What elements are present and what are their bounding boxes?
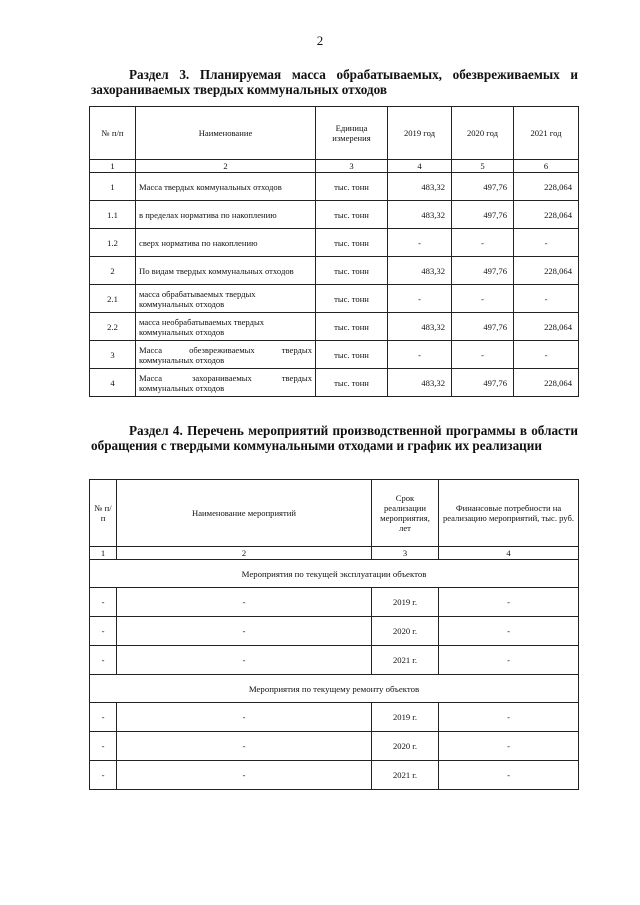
row-2019: 483,32 — [388, 257, 452, 285]
row-2019: 483,32 — [388, 173, 452, 201]
header-2020: 2020 год — [452, 107, 514, 160]
row-num: 3 — [90, 341, 136, 369]
section3-title — [91, 67, 578, 97]
row-2019: 483,32 — [388, 313, 452, 341]
row-name: - — [117, 732, 372, 761]
row-name: Масса захораниваемых твердых коммунальных отходов — [136, 369, 316, 397]
row-num: 1.1 — [90, 201, 136, 229]
group-label: Мероприятия по текущему ремонту объектов — [90, 675, 579, 703]
row-2019: - — [388, 341, 452, 369]
section3-header-row — [90, 107, 579, 160]
header-name: Наименование мероприятий — [117, 480, 372, 547]
column-number: 2 — [117, 547, 372, 560]
group-header-row — [90, 675, 579, 703]
column-number: 1 — [90, 160, 136, 173]
table-row — [90, 588, 579, 617]
row-num: - — [90, 646, 117, 675]
column-number: 4 — [388, 160, 452, 173]
table-row — [90, 617, 579, 646]
row-num: 1.2 — [90, 229, 136, 257]
row-term: 2019 г. — [372, 588, 439, 617]
row-finance: - — [439, 732, 579, 761]
row-2020: - — [452, 341, 514, 369]
column-number: 2 — [136, 160, 316, 173]
table-row — [90, 285, 579, 313]
row-2021: 228,064 — [514, 173, 579, 201]
table-row — [90, 257, 579, 285]
section4-title: Раздел 4. Перечень мероприятий производственной программы в области обращения с твердыми коммунальными отходами и график их реализации — [91, 423, 578, 453]
row-name: - — [117, 761, 372, 790]
row-2019: - — [388, 285, 452, 313]
row-2021: - — [514, 285, 579, 313]
row-2020: 497,76 — [452, 201, 514, 229]
row-name: Масса твердых коммунальных отходов — [136, 173, 316, 201]
row-2020: - — [452, 285, 514, 313]
row-2019: 483,32 — [388, 201, 452, 229]
row-2021: 228,064 — [514, 201, 579, 229]
row-unit: тыс. тонн — [316, 341, 388, 369]
row-term: 2020 г. — [372, 617, 439, 646]
table-row — [90, 201, 579, 229]
row-unit: тыс. тонн — [316, 257, 388, 285]
header-num: № п/п — [90, 107, 136, 160]
section4-table — [89, 479, 579, 790]
header-2021: 2021 год — [514, 107, 579, 160]
row-num: 4 — [90, 369, 136, 397]
row-unit: тыс. тонн — [316, 229, 388, 257]
row-term: 2021 г. — [372, 646, 439, 675]
table-row — [90, 703, 579, 732]
row-num: 1 — [90, 173, 136, 201]
row-name: Масса обезвреживаемых твердых коммунальных отходов — [136, 341, 316, 369]
row-name: сверх норматива по накоплению — [136, 229, 316, 257]
row-num: - — [90, 761, 117, 790]
row-finance: - — [439, 646, 579, 675]
row-2020: - — [452, 229, 514, 257]
row-2020: 497,76 — [452, 257, 514, 285]
row-name: - — [117, 703, 372, 732]
table-row — [90, 646, 579, 675]
section3-title-line1: Раздел 3. Планируемая масса обрабатываемых, обезвреживаемых и — [129, 67, 578, 82]
row-2021: 228,064 — [514, 313, 579, 341]
row-finance: - — [439, 703, 579, 732]
group-header-row — [90, 560, 579, 588]
column-number: 5 — [452, 160, 514, 173]
row-num: 2 — [90, 257, 136, 285]
column-number: 3 — [316, 160, 388, 173]
row-num: 2.2 — [90, 313, 136, 341]
column-number: 4 — [439, 547, 579, 560]
header-name: Наименование — [136, 107, 316, 160]
row-num: - — [90, 732, 117, 761]
row-name: - — [117, 646, 372, 675]
row-name: масса необрабатываемых твердых коммунальных отходов — [136, 313, 316, 341]
header-finance: Финансовые потребности на реализацию мероприятий, тыс. руб. — [439, 480, 579, 547]
row-unit: тыс. тонн — [316, 285, 388, 313]
row-num: 2.1 — [90, 285, 136, 313]
row-finance: - — [439, 761, 579, 790]
row-name: в пределах норматива по накоплению — [136, 201, 316, 229]
table-row — [90, 313, 579, 341]
row-name: По видам твердых коммунальных отходов — [136, 257, 316, 285]
row-2021: - — [514, 341, 579, 369]
row-2021: 228,064 — [514, 257, 579, 285]
row-finance: - — [439, 617, 579, 646]
section3-table — [89, 106, 579, 397]
header-term: Срок реализации мероприятия, лет — [372, 480, 439, 547]
row-unit: тыс. тонн — [316, 173, 388, 201]
header-unit: Единица измерения — [316, 107, 388, 160]
row-unit: тыс. тонн — [316, 313, 388, 341]
row-2020: 497,76 — [452, 369, 514, 397]
row-2021: 228,064 — [514, 369, 579, 397]
row-finance: - — [439, 588, 579, 617]
table-row — [90, 229, 579, 257]
table-row — [90, 173, 579, 201]
row-term: 2019 г. — [372, 703, 439, 732]
table-row — [90, 761, 579, 790]
header-2019: 2019 год — [388, 107, 452, 160]
table-row — [90, 732, 579, 761]
row-2019: - — [388, 229, 452, 257]
row-2021: - — [514, 229, 579, 257]
row-unit: тыс. тонн — [316, 201, 388, 229]
section3-numbering-row — [90, 160, 579, 173]
row-name: - — [117, 588, 372, 617]
section4-header-row — [90, 480, 579, 547]
column-number: 3 — [372, 547, 439, 560]
row-unit: тыс. тонн — [316, 369, 388, 397]
column-number: 1 — [90, 547, 117, 560]
column-number: 6 — [514, 160, 579, 173]
row-term: 2020 г. — [372, 732, 439, 761]
row-2020: 497,76 — [452, 313, 514, 341]
row-num: - — [90, 703, 117, 732]
row-name: - — [117, 617, 372, 646]
row-num: - — [90, 588, 117, 617]
section3-title-line2: захораниваемых твердых коммунальных отходов — [91, 82, 387, 97]
section4-numbering-row — [90, 547, 579, 560]
row-term: 2021 г. — [372, 761, 439, 790]
table-row — [90, 369, 579, 397]
row-2019: 483,32 — [388, 369, 452, 397]
table-row — [90, 341, 579, 369]
row-num: - — [90, 617, 117, 646]
group-label: Мероприятия по текущей эксплуатации объектов — [90, 560, 579, 588]
page-number: 2 — [316, 33, 324, 48]
row-2020: 497,76 — [452, 173, 514, 201]
row-name: масса обрабатываемых твердых коммунальных отходов — [136, 285, 316, 313]
header-num: № п/п — [90, 480, 117, 547]
